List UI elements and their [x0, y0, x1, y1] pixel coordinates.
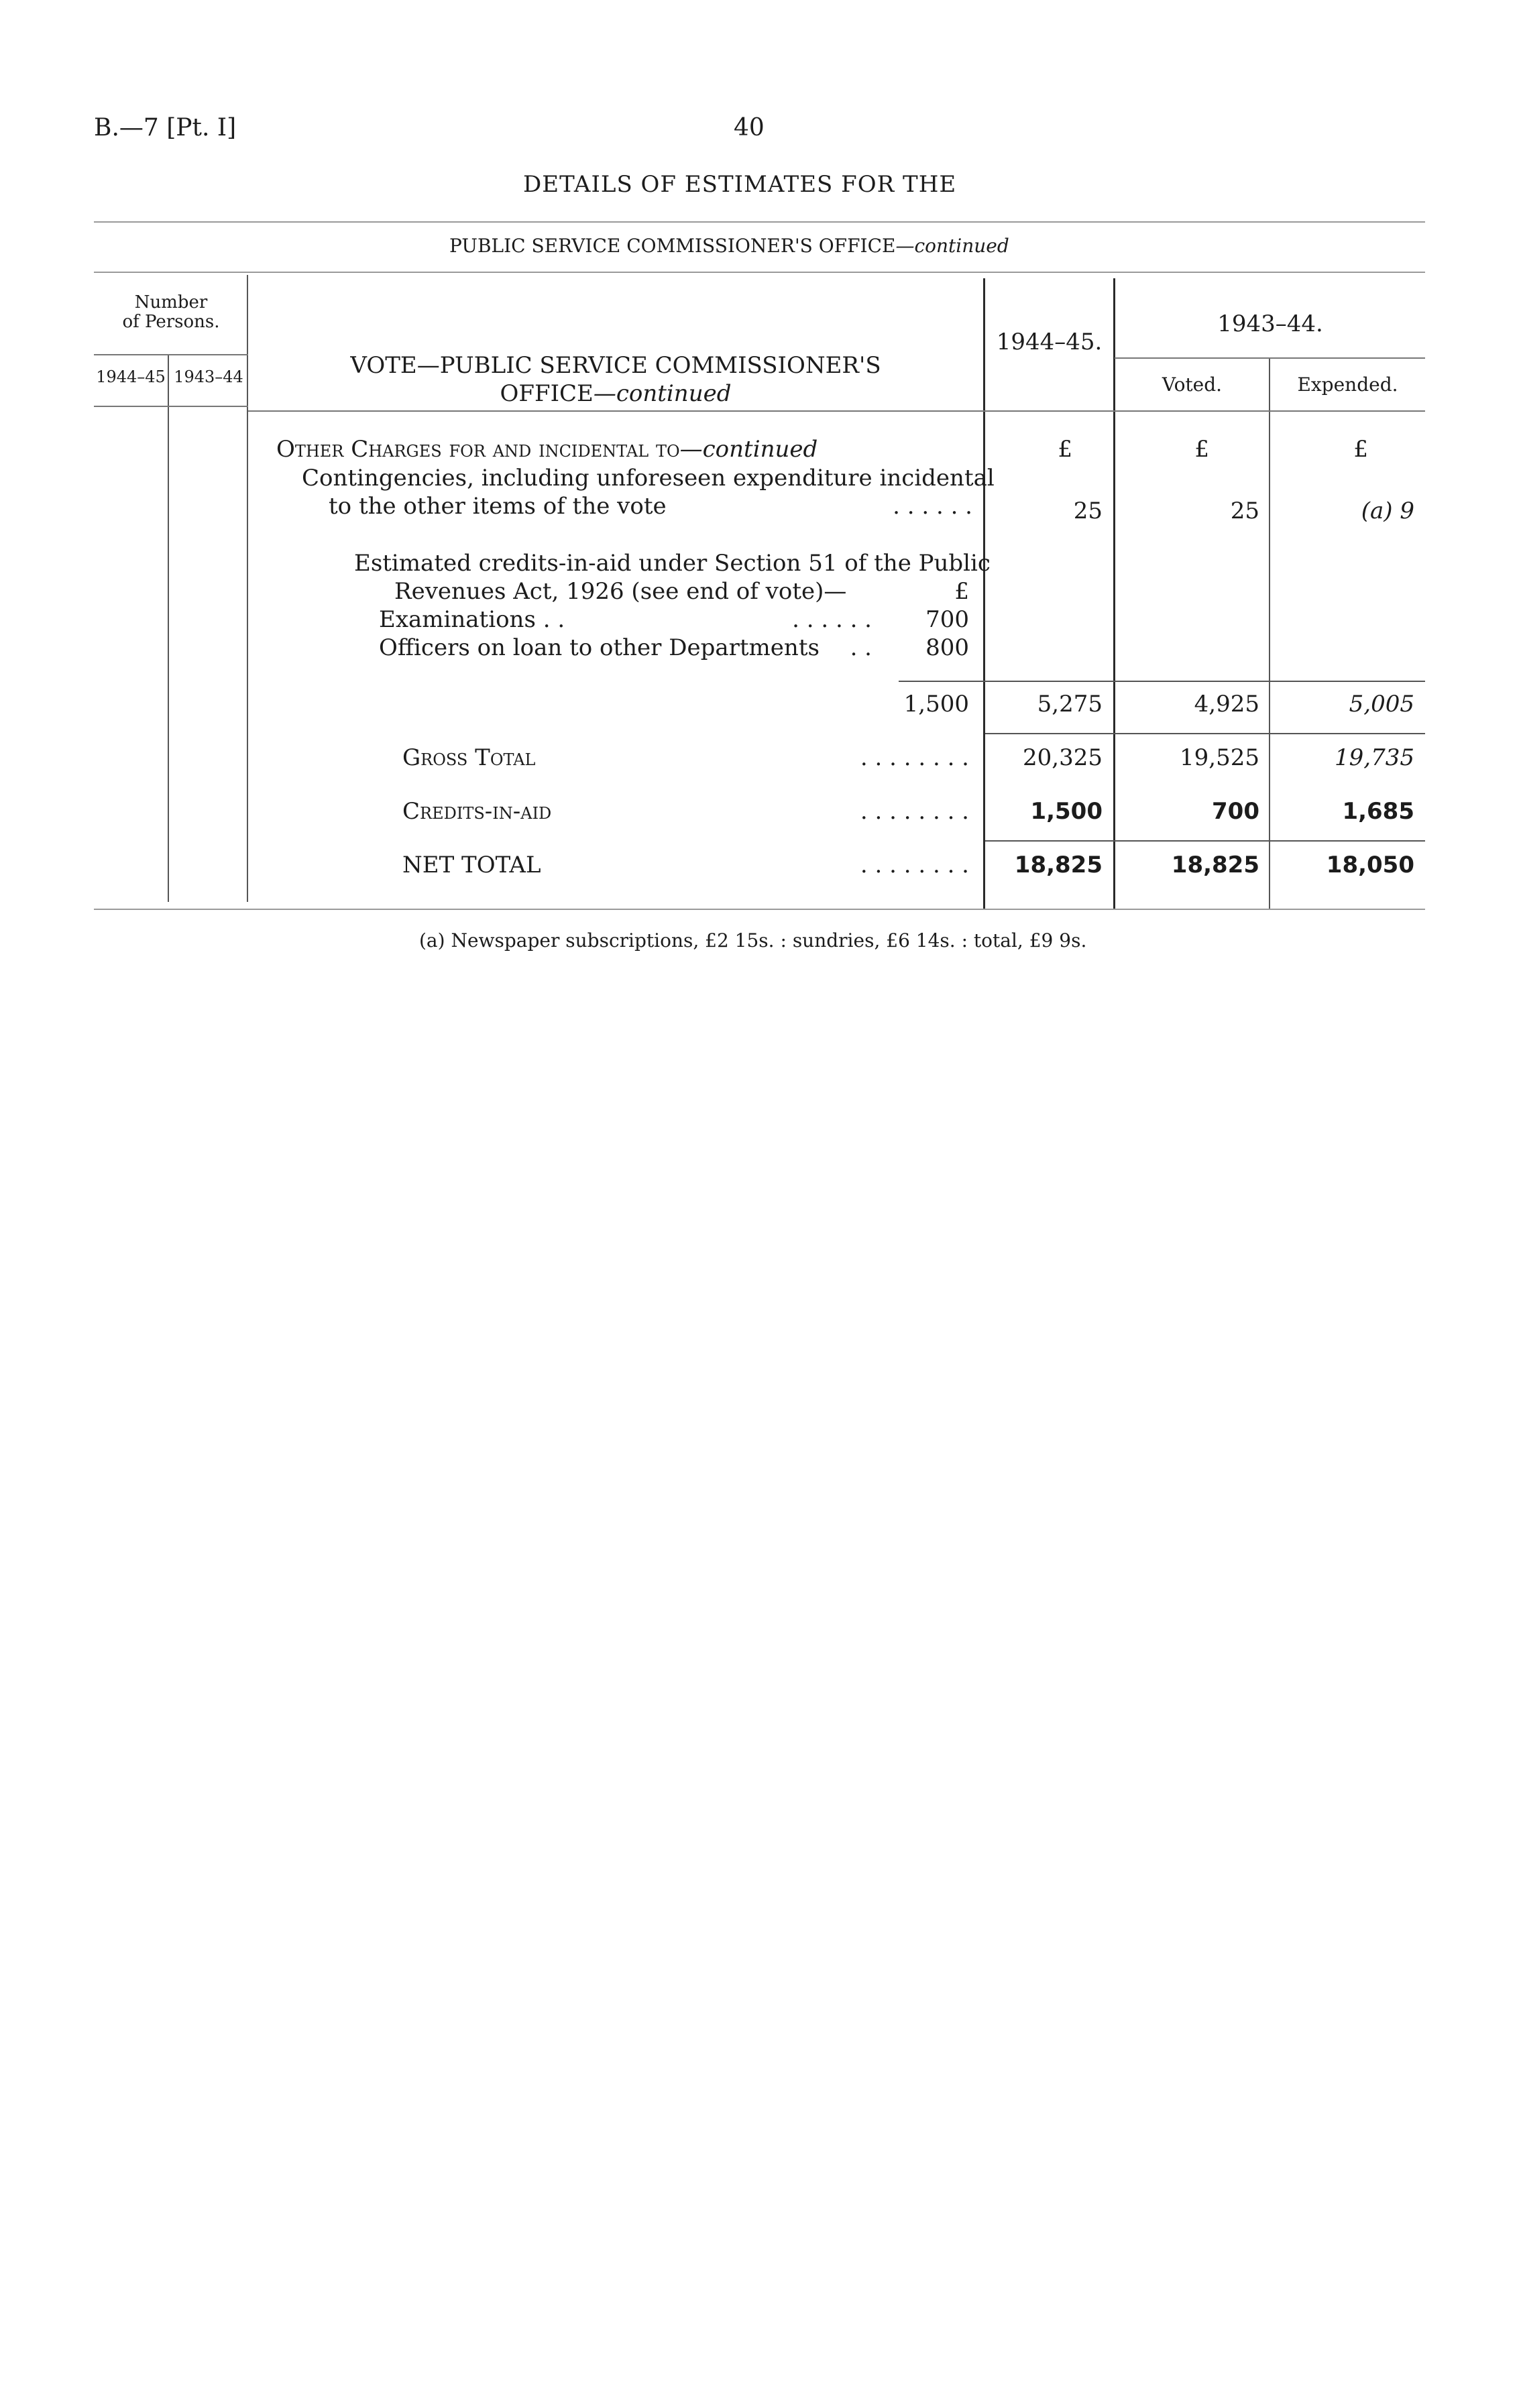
other-charges-heading: Other Charges for and incidental to—continued	[276, 436, 818, 463]
subtotal-bottom-rule	[985, 733, 1425, 734]
credits-note-line-2: Revenues Act, 1926 (see end of vote)—	[394, 578, 847, 605]
gross-total-expended: 19,735	[1335, 744, 1414, 771]
year-1943-rule	[1115, 357, 1425, 359]
subtotal-voted: 4,925	[1194, 691, 1259, 718]
contingencies-leader-dots: . . . . . .	[893, 493, 972, 520]
column-voted-header: Voted.	[1162, 374, 1223, 396]
pound-sign-1944: £	[1058, 436, 1072, 463]
persons-year-rule	[94, 406, 248, 407]
page-title: DETAILS OF ESTIMATES FOR THE	[523, 171, 957, 198]
officers-on-loan-dots: . .	[850, 634, 872, 661]
persons-column-divider	[168, 355, 169, 902]
persons-year-1944: 1944–45	[96, 367, 166, 386]
column-1944-header: 1944–45.	[996, 329, 1103, 355]
subtotal-1944: 5,275	[1037, 691, 1103, 718]
vote-heading-line-2: OFFICE—continued	[500, 380, 732, 407]
examinations-label: Examinations . .	[379, 606, 565, 633]
table-bottom-rule	[94, 909, 1425, 910]
persons-label-rule	[94, 354, 248, 355]
pound-sign-expended: £	[1353, 436, 1368, 463]
table-head-bottom-rule	[248, 410, 1425, 412]
credits-in-aid-leader-dots: . . . . . . . .	[860, 798, 969, 825]
officers-on-loan-value: 800	[925, 634, 969, 661]
examinations-leader-dots: . . . . . .	[792, 606, 872, 633]
footnote: (a) Newspaper subscriptions, £2 15s. : sundries, £6 14s. : total, £9 9s.	[419, 929, 1087, 952]
document-reference: B.—7 [Pt. I]	[94, 114, 237, 141]
gross-total-1944: 20,325	[1023, 744, 1103, 771]
vote-heading: VOTE—PUBLIC SERVICE COMMISSIONER'S	[350, 352, 881, 379]
credits-note-line-1: Estimated credits-in-aid under Section 51 of the Public	[354, 550, 991, 577]
contingencies-voted: 25	[1230, 498, 1259, 524]
net-total-label: NET TOTAL	[402, 852, 541, 878]
section-subtitle: PUBLIC SERVICE COMMISSIONER'S OFFICE—continued	[449, 235, 1009, 257]
persons-label-1: Number	[134, 292, 208, 312]
gross-total-voted: 19,525	[1180, 744, 1259, 771]
contingencies-line-1: Contingencies, including unforeseen expenditure incidental	[302, 465, 995, 492]
subtotal-rule	[899, 681, 1425, 682]
subtotal-expended: 5,005	[1349, 691, 1414, 718]
credits-in-aid-1944: 1,500	[1030, 798, 1103, 825]
gross-total-label: Gross Total	[402, 744, 536, 771]
column-expended-header: Expended.	[1297, 374, 1398, 396]
net-total-voted: 18,825	[1171, 852, 1259, 878]
credits-in-aid-expended: 1,685	[1342, 798, 1414, 825]
contingencies-line-2: to the other items of the vote	[329, 493, 667, 520]
examinations-value: 700	[925, 606, 969, 633]
net-total-leader-dots: . . . . . . . .	[860, 852, 969, 878]
gross-total-leader-dots: . . . . . . . .	[860, 744, 969, 771]
table-top-rule	[94, 272, 1425, 273]
net-total-top-rule	[985, 840, 1425, 842]
net-total-expended: 18,050	[1326, 852, 1414, 878]
page-number: 40	[734, 114, 765, 141]
credits-total-value: 1,500	[903, 691, 969, 718]
officers-on-loan-label: Officers on loan to other Departments	[379, 634, 820, 661]
column-1943-header: 1943–44.	[1217, 310, 1323, 337]
contingencies-expended: (a) 9	[1361, 498, 1414, 524]
persons-label-2: of Persons.	[122, 312, 220, 332]
credits-in-aid-voted: 700	[1212, 798, 1259, 825]
pound-sign-voted: £	[1194, 436, 1209, 463]
contingencies-1944: 25	[1073, 498, 1103, 524]
header-rule	[94, 221, 1425, 223]
credits-in-aid-label: Credits-in-aid	[402, 798, 552, 825]
persons-year-1943: 1943–44	[174, 367, 243, 386]
net-total-1944: 18,825	[1014, 852, 1103, 878]
credits-pound-sign: £	[954, 578, 969, 605]
